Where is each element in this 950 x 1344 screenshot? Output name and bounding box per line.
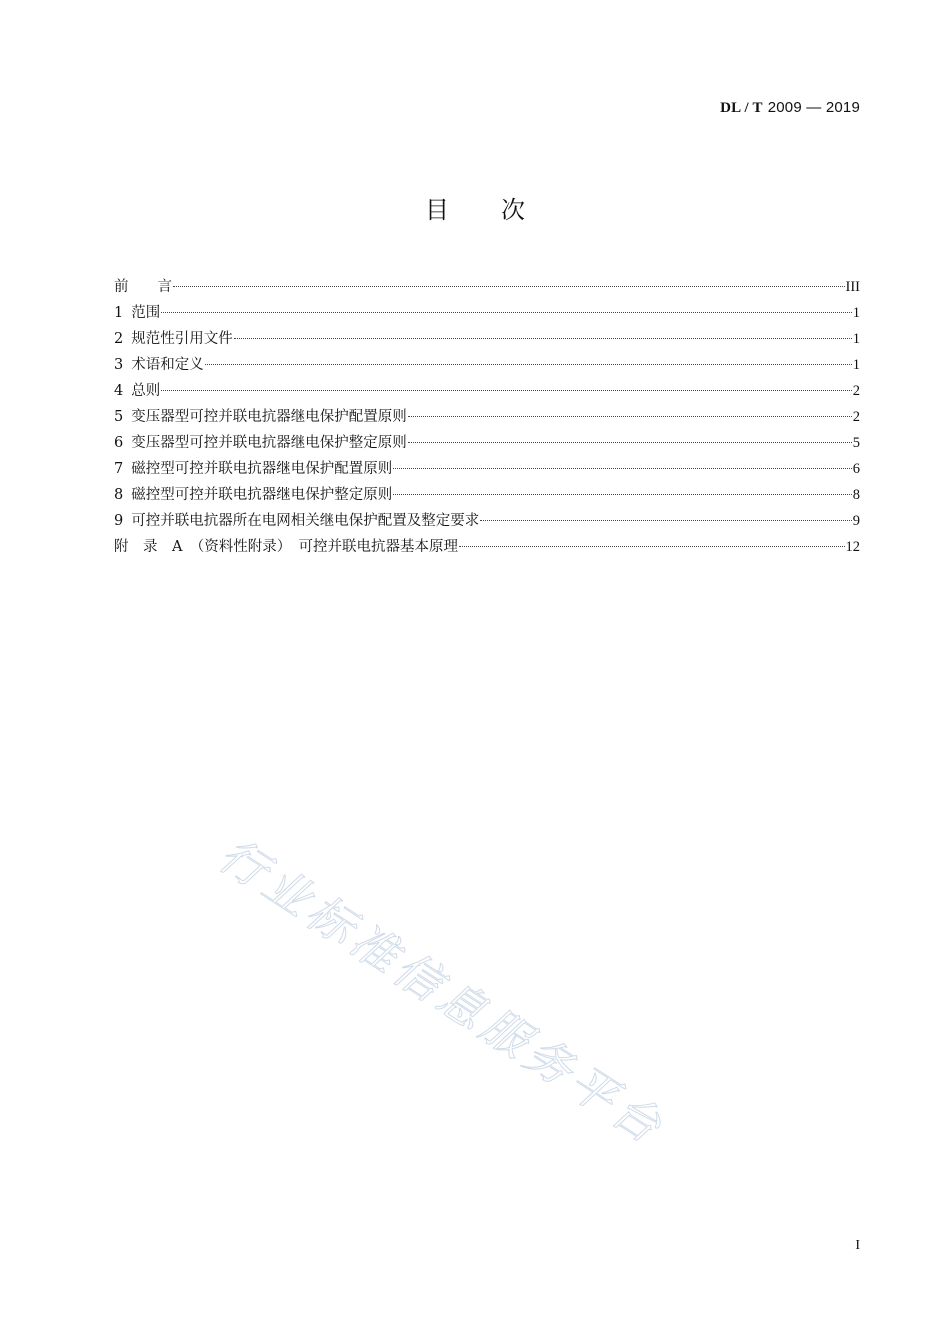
document-code-header: [720, 98, 860, 117]
table-of-contents: [114, 277, 860, 563]
dot-leader: [408, 416, 852, 417]
toc-entry-label: 术语和定义: [131, 357, 204, 373]
toc-entry-label: 附 录 A （资料性附录） 可控并联电抗器基本原理: [114, 539, 458, 555]
toc-entry-page: 1: [852, 357, 860, 373]
toc-entry-number: 7: [114, 461, 124, 477]
toc-entry-number: 4: [114, 383, 124, 399]
toc-entry-page: 2: [852, 383, 860, 399]
toc-entry-7[interactable]: [114, 459, 860, 485]
toc-entry-foreword[interactable]: [114, 277, 860, 303]
toc-entry-label: 范围: [131, 305, 161, 321]
toc-entry-page: 1: [852, 305, 860, 321]
toc-entry-1[interactable]: [114, 303, 860, 329]
toc-entry-number: 3: [114, 357, 124, 373]
toc-entry-4[interactable]: [114, 381, 860, 407]
toc-entry-number: 5: [114, 409, 124, 425]
title-char-1: 目: [425, 196, 449, 224]
toc-entry-label: 磁控型可控并联电抗器继电保护配置原则: [131, 461, 393, 477]
dot-leader: [161, 390, 852, 391]
standard-number: 2009 — 2019: [767, 99, 860, 116]
standard-prefix: DL / T: [720, 100, 763, 116]
watermark-text: 行业标准信息服务平台: [209, 827, 676, 1157]
toc-entry-label: 变压器型可控并联电抗器继电保护整定原则: [131, 435, 407, 451]
title-char-2: 次: [501, 196, 525, 224]
toc-entry-9[interactable]: [114, 511, 860, 537]
toc-entry-page: III: [845, 279, 860, 295]
dot-leader: [459, 546, 845, 547]
toc-entry-page: 2: [852, 409, 860, 425]
toc-entry-6[interactable]: [114, 433, 860, 459]
footer-page-number: I: [855, 1238, 860, 1253]
dot-leader: [480, 520, 852, 521]
page-title: [0, 190, 950, 225]
toc-entry-appendix-a[interactable]: [114, 537, 860, 563]
toc-entry-label: 变压器型可控并联电抗器继电保护配置原则: [131, 409, 407, 425]
dot-leader: [234, 338, 852, 339]
toc-entry-5[interactable]: [114, 407, 860, 433]
dot-leader: [161, 312, 852, 313]
toc-entry-number: 6: [114, 435, 124, 451]
toc-entry-number: 8: [114, 487, 124, 503]
dot-leader: [393, 494, 852, 495]
toc-entry-page: 12: [845, 539, 860, 555]
toc-entry-number: 1: [114, 305, 124, 321]
toc-entry-label: 规范性引用文件: [131, 331, 233, 347]
toc-entry-page: 6: [852, 461, 860, 477]
toc-entry-page: 8: [852, 487, 860, 503]
toc-entry-number: 2: [114, 331, 124, 347]
toc-entry-label: 前 言: [114, 279, 172, 295]
toc-entry-3[interactable]: [114, 355, 860, 381]
dot-leader: [408, 442, 852, 443]
dot-leader: [205, 364, 852, 365]
toc-entry-number: 9: [114, 513, 124, 529]
toc-entry-page: 9: [852, 513, 860, 529]
toc-entry-8[interactable]: [114, 485, 860, 511]
dot-leader: [173, 286, 845, 287]
toc-entry-label: 可控并联电抗器所在电网相关继电保护配置及整定要求: [131, 513, 480, 529]
toc-entry-label: 总则: [131, 383, 161, 399]
toc-entry-2[interactable]: [114, 329, 860, 355]
toc-entry-page: 5: [852, 435, 860, 451]
toc-entry-page: 1: [852, 331, 860, 347]
dot-leader: [393, 468, 852, 469]
toc-entry-label: 磁控型可控并联电抗器继电保护整定原则: [131, 487, 393, 503]
